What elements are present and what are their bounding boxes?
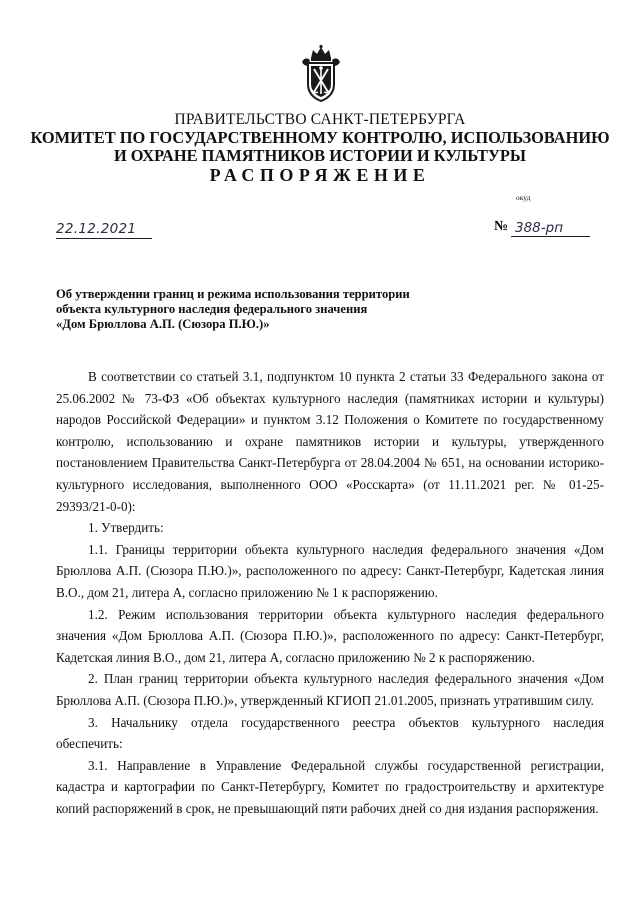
document-subject xyxy=(56,287,476,332)
number-field xyxy=(494,219,590,237)
document-number: 388-рп xyxy=(515,220,564,236)
document-date: 22.12.2021 xyxy=(56,221,137,237)
number-underline xyxy=(511,236,590,237)
subject-line: «Дом Брюллова А.П. (Сюзора П.Ю.)» xyxy=(56,317,270,331)
date-field xyxy=(56,221,152,239)
document-body xyxy=(56,366,604,819)
okud-label: окуд xyxy=(516,193,531,202)
committee-title-line1: КОМИТЕТ ПО ГОСУДАРСТВЕННОМУ КОНТРОЛЮ, ИСПОЛЬЗОВАНИЮ xyxy=(30,128,610,147)
clause-1-2: 1.2. Режим использования территории объекта культурного наследия федерального значения «Дом Брюллова А.П. (Сюзора П.Ю.)», расположенного по адресу: Санкт-Петербург, Кадетская линия В.О., дом 21, литера А, согласно приложению № 2 к распоряжению. xyxy=(56,606,604,665)
government-title: ПРАВИТЕЛЬСТВО САНКТ-ПЕТЕРБУРГА xyxy=(174,111,466,128)
clause-1-1: 1.1. Границы территории объекта культурного наследия федерального значения «Дом Брюллова А.П. (Сюзора П.Ю.)», расположенного по адресу: Санкт-Петербург, Кадетская линия В.О., дом 21, литера А, согласно приложению № 1 к распоряжению. xyxy=(56,541,604,600)
committee-title-line2: И ОХРАНЕ ПАМЯТНИКОВ ИСТОРИИ И КУЛЬТУРЫ xyxy=(113,146,527,165)
subject-line: Об утверждении границ и режима использования территории xyxy=(56,287,410,301)
number-sign: № xyxy=(494,219,509,234)
clause-3: 3. Начальнику отдела государственного реестра объектов культурного наследия обеспечить: xyxy=(56,714,604,752)
document-type: РАСПОРЯЖЕНИЕ xyxy=(209,165,431,185)
clause-2: 2. План границ территории объекта культурного наследия федерального значения «Дом Брюллова А.П. (Сюзора П.Ю.)», утвержденный КГИОП 21.01.2005, признать утратившим силу. xyxy=(56,671,604,708)
preamble-paragraph: В соответствии со статьей 3.1, подпунктом 10 пункта 2 статьи 33 Федерального закона от 25.06.2002 № 73-ФЗ «Об объектах культурного наследия (памятниках истории и культуры) народов Российской Федерации» и пунктом 3.12 Положения о Комитете по государственному контролю, использованию и охране памятников истории и культуры, утвержденного постановлением Правительства Санкт-Петербурга от 28.04.2004 № 651, на основании историко-культурного исследования, выполненного ООО «Росскарта» (от 11.11.2021 рег. № 01-25-29393/21-0-0): xyxy=(56,369,604,514)
subject-line: объекта культурного наследия федерального значения xyxy=(56,302,368,316)
clause-1: 1. Утвердить: xyxy=(88,520,164,536)
clause-3-1: 3.1. Направление в Управление Федеральной службы государственной регистрации, кадастра и картографии по Санкт-Петербургу, Комитет по градостроительству и архитектуре копий распоряжений в срок, не превышающий пяти рабочих дней со дня издания распоряжения. xyxy=(56,757,604,816)
coat-of-arms-icon xyxy=(299,44,343,104)
